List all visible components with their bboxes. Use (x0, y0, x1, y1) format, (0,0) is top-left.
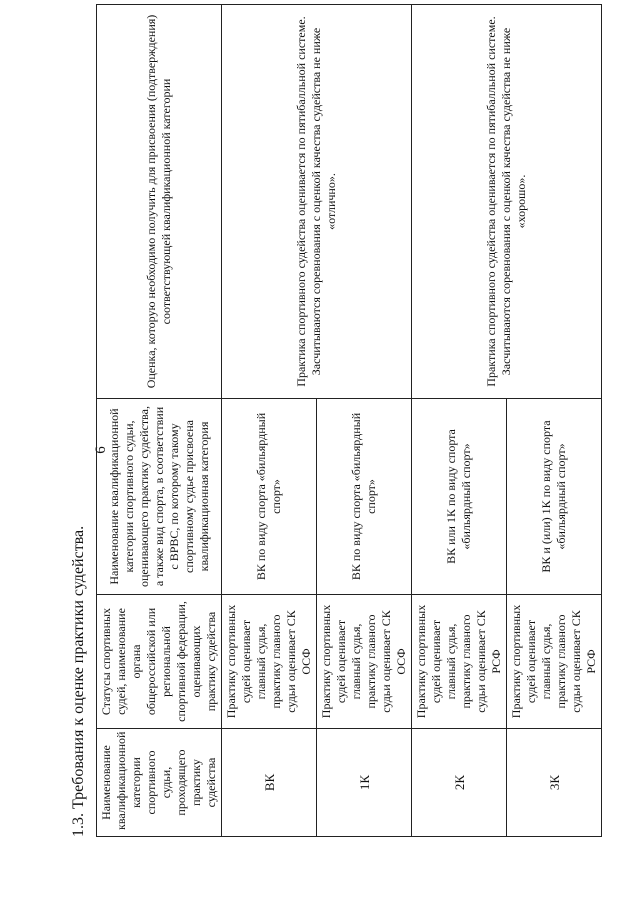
table-row (222, 5, 317, 837)
row-evaluator: ВК по виду спорта «бильярдный спорт» (222, 399, 317, 595)
requirements-table (96, 4, 602, 837)
row-category: 1К (317, 729, 412, 837)
row-evaluator: ВК или 1К по виду спорта «бильярдный спорт» (412, 399, 507, 595)
row-category: 3К (507, 729, 602, 837)
row-grade: Практика спортивного судейства оценивается по пятибалльной системе. Засчитываются соревнования с оценкой качества судейства не ниже «хорошо». (412, 5, 602, 399)
section-heading: 1.3. Требования к оценке практики судейства. (70, 525, 87, 837)
page-number: 6 (93, 446, 109, 454)
header-grade: Оценка, которую необходимо получить для присвоения (подтверждения) соответствующей квалификационной категории (97, 5, 222, 399)
table-header-row (97, 5, 222, 837)
table-row (412, 5, 507, 837)
row-category: 2К (412, 729, 507, 837)
header-category: Наименование квалификационной категории спортивного судьи, проходящего практику судейства (97, 729, 222, 837)
header-evaluator: Наименование квалификационной категории спортивного судьи, оценивающего практику судейства, а также вид спорта, в соответствии с ВРВС, по которому такому спортивному судье присвоена квалификационная категория (97, 399, 222, 595)
row-evaluator: ВК и (или) 1К по виду спорта «бильярдный спорт» (507, 399, 602, 595)
row-category: ВК (222, 729, 317, 837)
row-status: Практику спортивных судей оценивает главный судья, практику главного судьи оценивает СК ОСФ (317, 595, 412, 729)
row-grade: Практика спортивного судейства оценивается по пятибалльной системе. Засчитываются соревнования с оценкой качества судейства не ниже «отлично». (222, 5, 412, 399)
row-status: Практику спортивных судей оценивает главный судья, практику главного судьи оценивает СК ОСФ (222, 595, 317, 729)
header-status: Статусы спортивных судей, наименование органа общероссийской или региональной спортивной федерации, оценивающих практику судейства (97, 595, 222, 729)
row-status: Практику спортивных судей оценивает главный судья, практику главного судьи оценивает СК РСФ (507, 595, 602, 729)
row-status: Практику спортивных судей оценивает главный судья, практику главного судьи оценивает СК РСФ (412, 595, 507, 729)
row-evaluator: ВК по виду спорта «бильярдный спорт» (317, 399, 412, 595)
